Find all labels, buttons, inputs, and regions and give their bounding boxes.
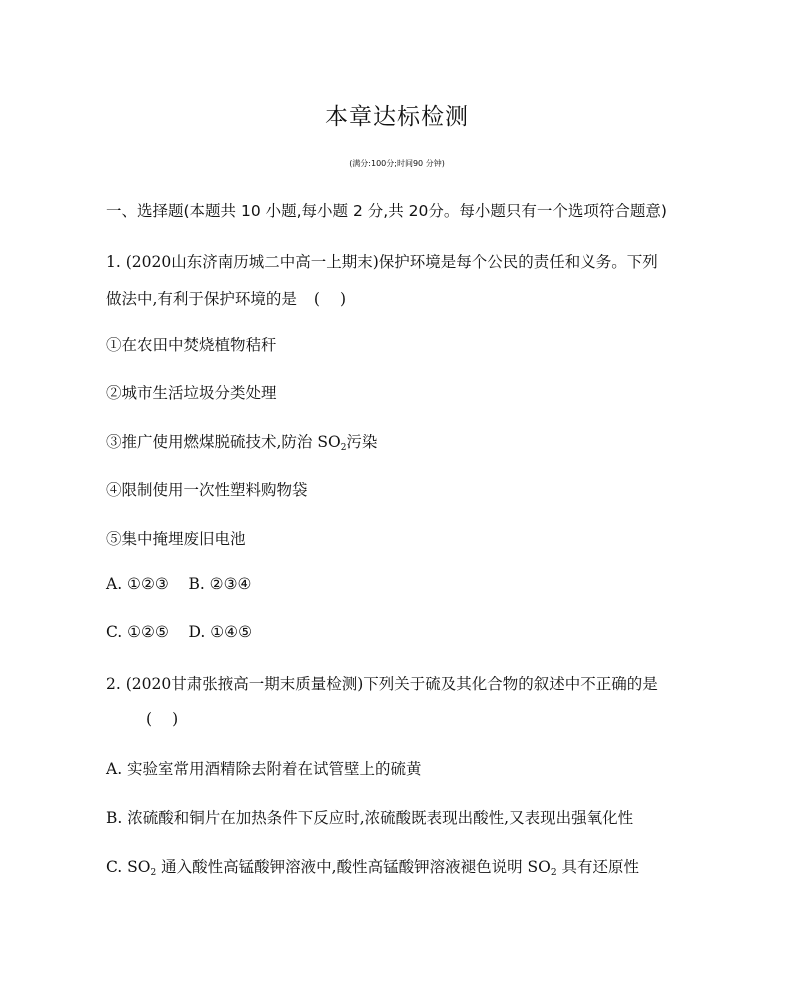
q1-bracket-close: ): [339, 290, 346, 308]
q1-item-2: ②城市生活垃圾分类处理: [106, 384, 277, 402]
q1-options-cd: C. ①②⑤ D. ①④⑤: [106, 623, 252, 641]
q1-item-3-sub: 2: [340, 443, 347, 453]
q1-options-ab: A. ①②③ B. ②③④: [106, 575, 252, 593]
q1-item-3-text: ③推广使用燃煤脱硫技术,防治 SO: [106, 433, 341, 451]
q1-bracket-open: (: [313, 290, 320, 308]
q1-item-5: ⑤集中掩埋废旧电池: [106, 530, 246, 548]
q1-item-1: ①在农田中焚烧植物秸秆: [106, 336, 277, 354]
q2-option-c-part1: C. SO: [106, 858, 151, 876]
q2-bracket-open: (: [146, 710, 153, 728]
q1-item-4: ④限制使用一次性塑料购物袋: [106, 481, 308, 499]
q2-option-c: [106, 855, 639, 878]
q1-stem-line2: [106, 287, 346, 309]
q2-option-c-sub1: 2: [150, 868, 157, 878]
page-title: 本章达标检测: [325, 104, 469, 130]
section-heading: 一、选择题(本题共 10 小题,每小题 2 分,共 20分。每小题只有一个选项符合题意): [106, 202, 667, 220]
q2-option-b: B. 浓硫酸和铜片在加热条件下反应时,浓硫酸既表现出酸性,又表现出强氧化性: [106, 809, 634, 827]
q1-stem-line1: 1. (2020山东济南历城二中高一上期末)保护环境是每个公民的责任和义务。下列: [106, 253, 658, 271]
q2-stem-line1: 2. (2020甘肃张掖高一期末质量检测)下列关于硫及其化合物的叙述中不正确的是: [106, 675, 658, 693]
q2-bracket-close: ): [172, 710, 179, 728]
page-subtitle: (满分:100分;时间90 分钟): [349, 159, 445, 168]
q1-stem-text: 做法中,有利于保护环境的是: [106, 290, 297, 308]
q2-option-c-part2: 通入酸性高锰酸钾溶液中,酸性高锰酸钾溶液褪色说明 SO: [156, 858, 551, 876]
q1-item-3-tail: 污染: [346, 433, 378, 451]
q2-option-c-part3: 具有还原性: [556, 858, 640, 876]
q2-bracket: [146, 710, 178, 728]
q2-option-c-sub2: 2: [550, 868, 557, 878]
q1-item-3: [106, 430, 377, 453]
q2-option-a: A. 实验室常用酒精除去附着在试管壁上的硫黄: [106, 760, 422, 778]
